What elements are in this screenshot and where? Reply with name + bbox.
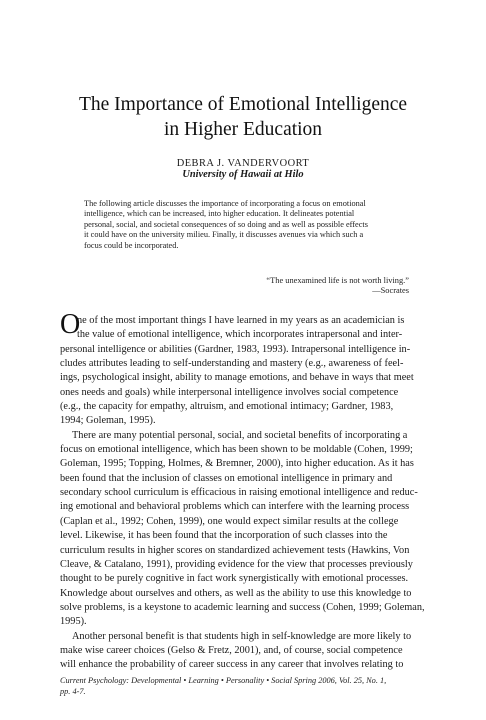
title-line-2: in Higher Education xyxy=(163,119,323,140)
body-line: ings, psychological insight, ability to manage emotions, and behave in ways that meet xyxy=(60,372,414,384)
author-name: DEBRA J. VANDERVOORT xyxy=(176,158,310,169)
drop-cap: O xyxy=(60,309,81,340)
journal-citation-footer xyxy=(60,676,440,697)
abstract-line: The following article discusses the importance of incorporating a focus on emotional xyxy=(84,199,366,208)
body-line: Another personal benefit is that students high in self-knowledge are more likely to xyxy=(72,630,412,642)
body-line: Goleman, 1995; Topping, Holmes, & Bremner, 2000), into higher education. As it has xyxy=(60,458,414,470)
body-line: solve problems, is a keystone to academic learning and success (Cohen, 1999; Goleman, xyxy=(60,601,425,613)
body-line: make wise career choices (Gelso & Fretz, 2001), and, of course, social competence xyxy=(60,644,403,656)
epigraph xyxy=(266,276,409,296)
article-title xyxy=(30,92,456,142)
body-line: (Caplan et al., 1992; Cohen, 1999), one would expect similar results at the college xyxy=(60,515,399,527)
abstract-line: focus could be incorporated. xyxy=(84,240,179,250)
body-line: (e.g., the capacity for empathy, altruism, and emotional intimacy; Gardner, 1983, xyxy=(60,401,394,413)
footer-line: pp. 4-7. xyxy=(60,686,86,696)
author-affiliation: University of Hawaii at Hilo xyxy=(182,169,304,180)
body-line: curriculum results in higher scores on standardized achievement tests (Hawkins, Von xyxy=(60,544,410,556)
body-line: 1994; Goleman, 1995). xyxy=(60,415,156,427)
abstract-line: it could have on the university milieu. Finally, it discusses avenues via which such a xyxy=(84,230,364,240)
body-line: cludes attributes leading to self-understanding and mastery (e.g., awareness of feel- xyxy=(60,358,404,370)
body-line: secondary school curriculum is efficacious in raising emotional intelligence and reduc- xyxy=(60,487,418,499)
epigraph-attribution: —Socrates xyxy=(372,286,409,296)
abstract-line: personal, social, and societal consequences of so doing and as well as possible effects xyxy=(84,219,368,229)
body-line: will enhance the probability of career success in any career that involves relating to xyxy=(60,659,404,671)
body-line: been found that the inclusion of classes on emotional intelligence in primary and xyxy=(60,472,393,484)
epigraph-quote: “The unexamined life is not worth living.” xyxy=(266,276,409,285)
body-line: focus on emotional intelligence, which has been shown to be moldable (Cohen, 1999; xyxy=(60,444,413,456)
body-line: the value of emotional intelligence, which incorporates intrapersonal and inter- xyxy=(77,329,403,341)
body-line: 1995). xyxy=(60,616,87,628)
title-line-1: The Importance of Emotional Intelligence xyxy=(78,94,408,115)
abstract-line: intelligence, which can be increased, into higher education. It delineates potential xyxy=(84,209,355,219)
body-line: level. Likewise, it has been found that the incorporation of such classes into the xyxy=(60,530,388,542)
article-body xyxy=(60,309,430,673)
body-line: ing emotional and behavioral problems which can interfere with the learning process xyxy=(60,501,410,513)
body-line: thought to be purely cognitive in fact work synergistically with emotional processes. xyxy=(60,573,409,585)
body-text: ne of the most important things I have learned in my years as an academician is xyxy=(77,315,405,326)
footer-line: Current Psychology: Developmental • Learning • Personality • Social Spring 2006, Vol. 25, No. 1, xyxy=(60,676,387,685)
body-line: Knowledge about ourselves and others, as well as the ability to use this knowledge to xyxy=(60,587,412,599)
abstract xyxy=(84,199,402,251)
body-line: There are many potential personal, social, and societal benefits of incorporating a xyxy=(72,429,408,441)
body-line: Cleave, & Catalano, 1991), providing evidence for the view that processes previously xyxy=(60,558,413,570)
body-line: ones needs and goals) while interpersonal intelligence involves social competence xyxy=(60,386,399,398)
body-line: personal intelligence or abilities (Gardner, 1983, 1993). Intrapersonal intelligence in- xyxy=(60,343,411,355)
